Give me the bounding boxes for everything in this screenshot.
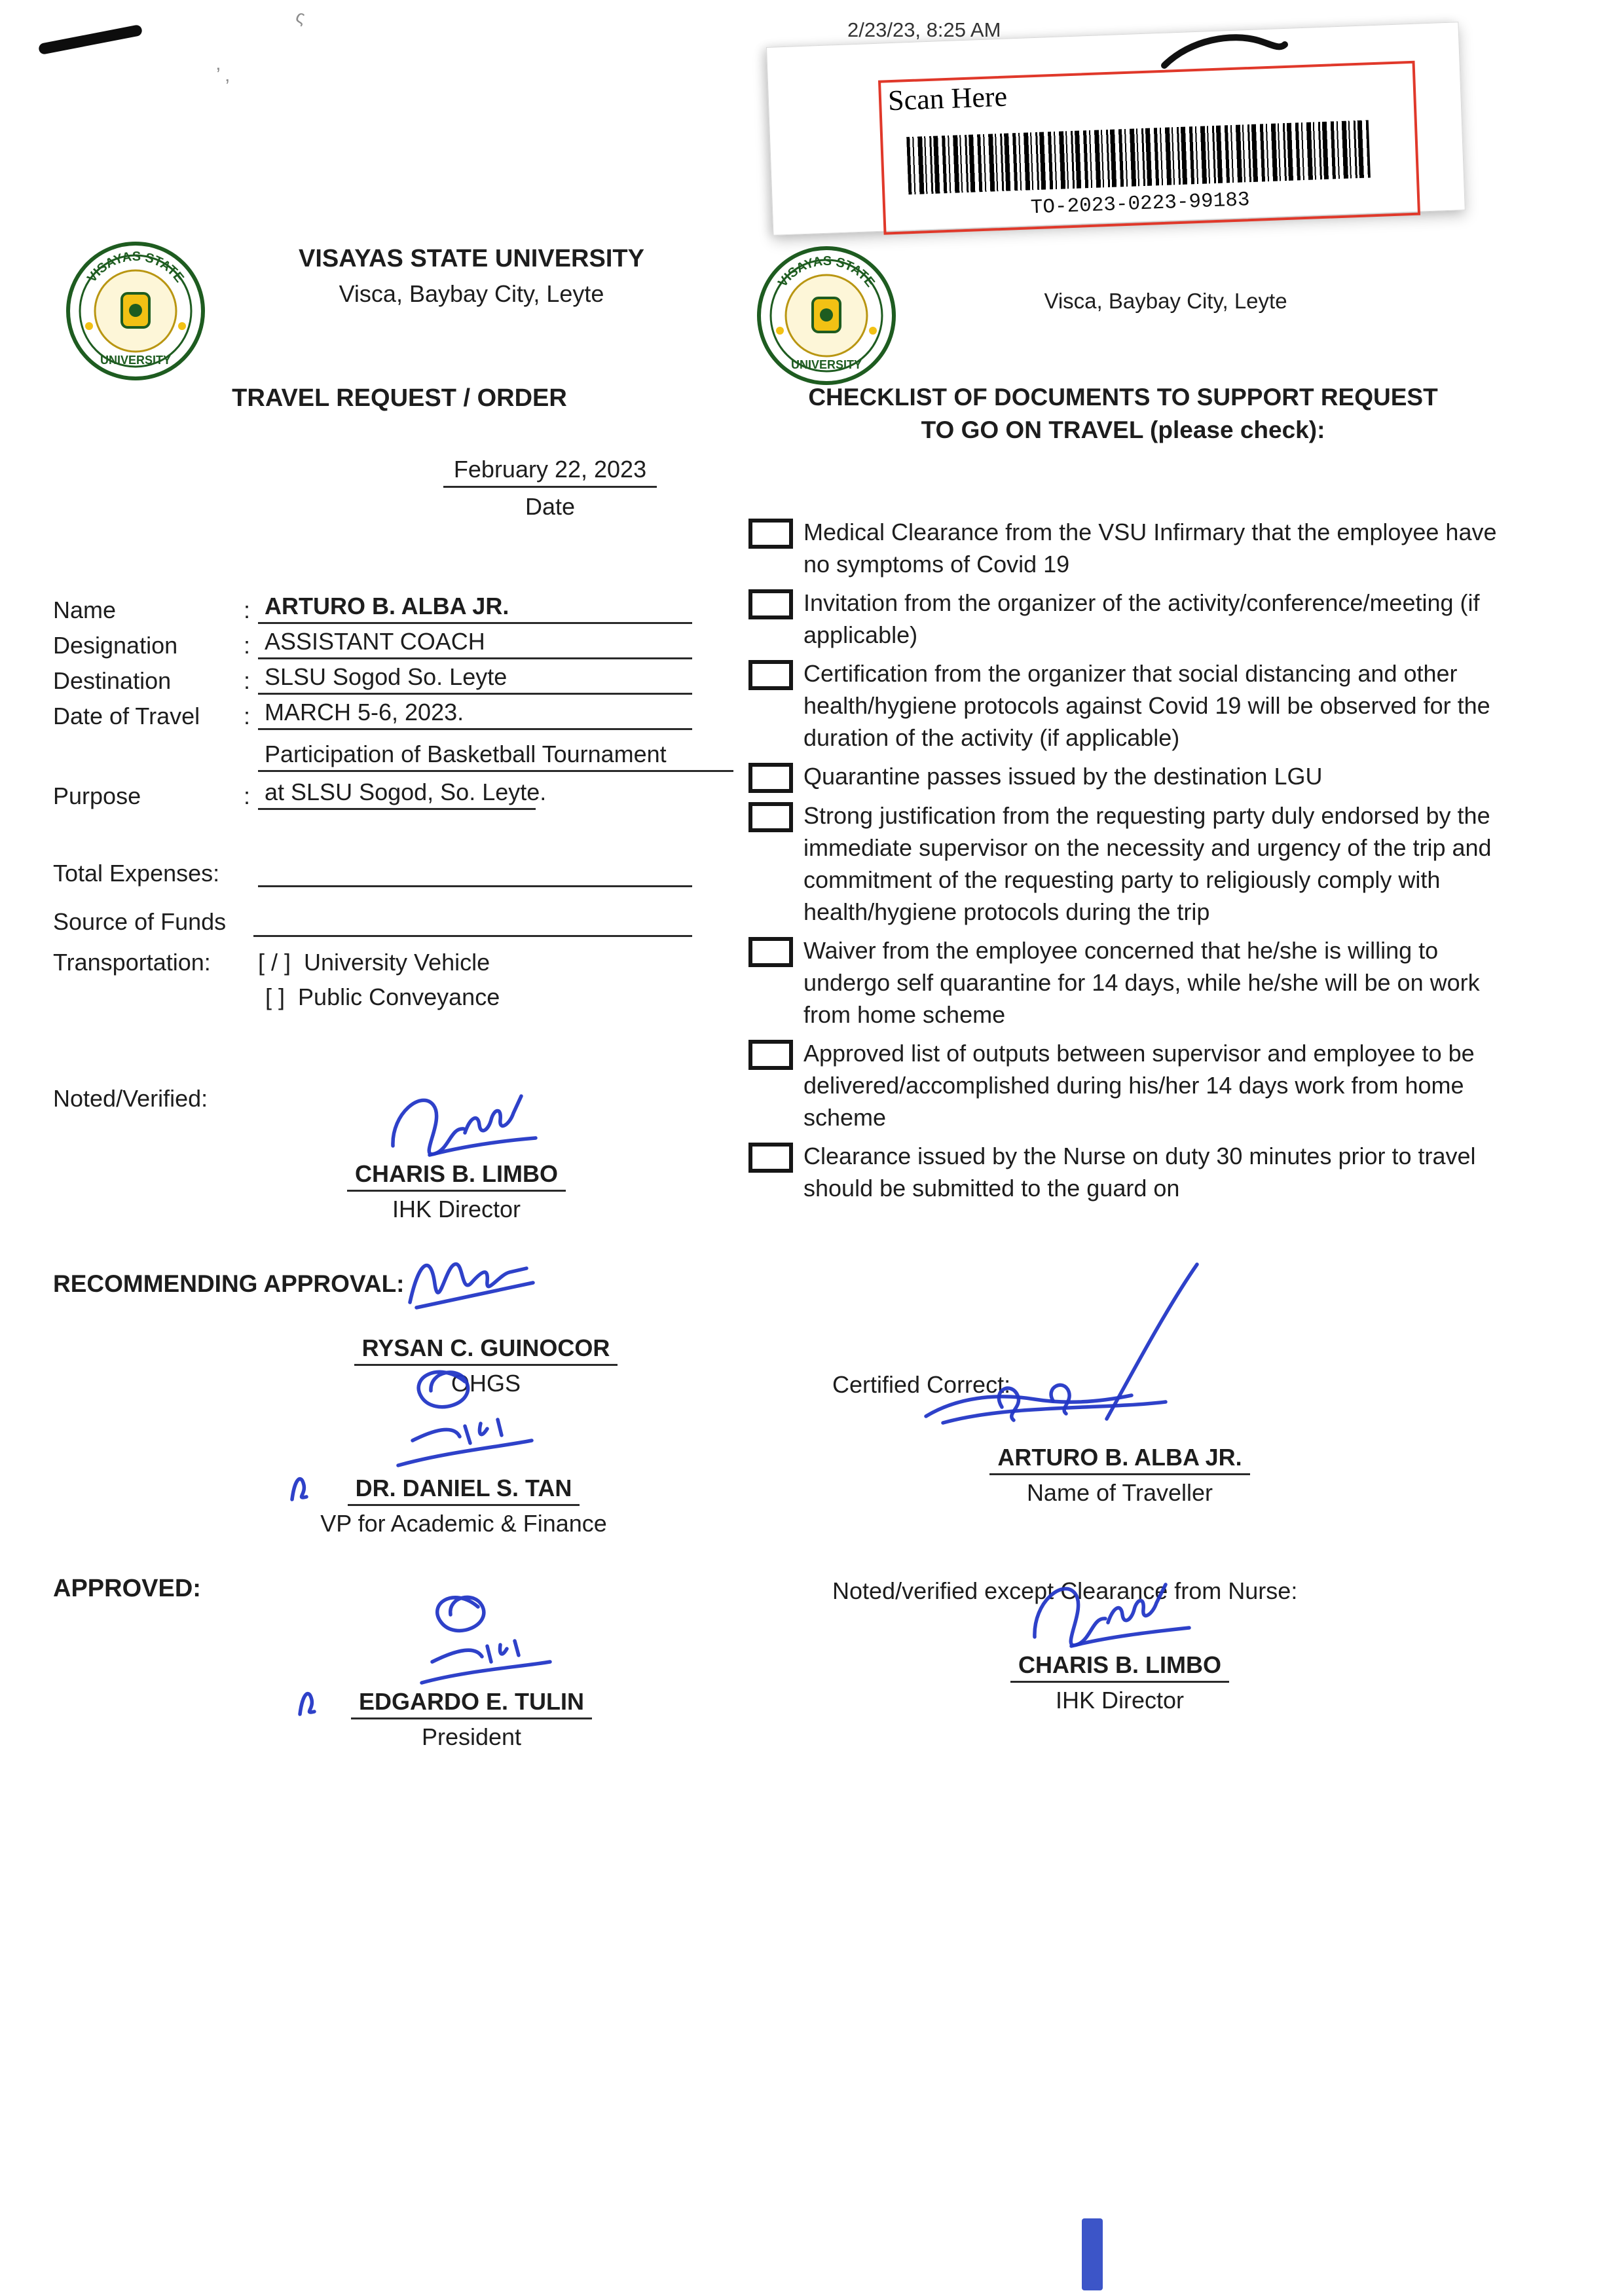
approved-title: President [421,1723,522,1750]
checkbox-icon [748,937,793,967]
checkbox-icon [748,660,793,690]
field-row-destination: Destination : SLSU Sogod So. Leyte [53,663,692,695]
checkbox-icon [748,519,793,549]
transportation-label: Transportation: [53,949,211,976]
approved-label: APPROVED: [53,1575,201,1602]
total-expenses-blank-line [258,885,692,887]
source-of-funds-label: Source of Funds [53,908,227,935]
date-value: February 22, 2023 [443,454,657,488]
checklist-item: Invitation from the organizer of the activity/conference/meeting (if applicable) [748,587,1508,651]
noted-by-name: CHARIS B. LIMBO [347,1160,566,1192]
field-row-name: Name : ARTURO B. ALBA JR. [53,593,692,624]
vsu-seal-icon [65,241,206,382]
field-value-purpose-line1: Participation of Basketball Tournament [258,741,733,772]
traveller-block [950,1444,1290,1507]
signature-charis-limbo-2 [995,1552,1218,1676]
university-name: VISAYAS STATE UNIVERSITY [299,245,644,272]
traveller-caption: Name of Traveller [1026,1479,1213,1506]
field-label: Name [53,597,117,623]
transport-checkbox-mark: [ ] [265,983,286,1010]
approved-name: EDGARDO E. TULIN [351,1688,592,1719]
initial-mark-icon [292,1679,322,1719]
checklist-item: Quarantine passes issued by the destination LGU [748,760,1508,793]
scan-artifact-speck-2: ς [293,5,308,28]
scan-artifact-speck: ’ ‚ [216,64,230,86]
noted-by-title: IHK Director [392,1196,521,1222]
initial-mark-icon [286,1465,316,1506]
checklist-noted-name: CHARIS B. LIMBO [1010,1651,1229,1683]
vsu-seal-icon [756,246,897,386]
checkbox-icon [748,802,793,832]
print-timestamp: 2/23/23, 8:25 AM [847,18,1001,41]
form-title: TRAVEL REQUEST / ORDER [232,384,567,412]
recommend2-name: DR. DANIEL S. TAN [348,1475,580,1506]
checkbox-icon [748,589,793,619]
checklist-items [748,516,1508,1211]
noted-verified-label: Noted/Verified: [53,1085,208,1112]
checkbox-icon [748,1143,793,1173]
field-value-purpose-line2: at SLSU Sogod, So. Leyte. [258,779,536,810]
field-label: Purpose [53,782,141,809]
field-label: Date of Travel [53,703,200,729]
scan-slip [766,22,1466,236]
university-address: Visca, Baybay City, Leyte [339,280,604,307]
total-expenses-label: Total Expenses: [53,860,220,887]
checklist-title-line2: TO GO ON TRAVEL (please check): [921,416,1325,443]
field-value-name: ARTURO B. ALBA JR. [258,593,692,624]
checklist-title-line1: CHECKLIST OF DOCUMENTS TO SUPPORT REQUEST [808,384,1438,411]
checklist-item: Waiver from the employee concerned that he/she is willing to undergo self quarantine for 14 days, while he/she will be on work from home scheme [748,934,1508,1031]
signature-edgardo-tulin [393,1578,563,1696]
checklist-noted-title: IHK Director [1055,1687,1185,1714]
scan-artifact-dash [38,24,143,55]
signature-daniel-tan [367,1355,550,1486]
recommend2-title: VP for Academic & Finance [320,1510,607,1537]
transport-option-public-conveyance: [ ] Public Conveyance [265,983,500,1010]
recommending-approval-label: RECOMMENDING APPROVAL: [53,1270,405,1297]
scan-slip-red-box [878,61,1420,235]
scan-artifact-blue-strip [1082,2218,1103,2290]
field-value-date-of-travel: MARCH 5-6, 2023. [258,699,692,730]
transport-checkbox-mark: [ / ] [258,949,291,976]
recommend1-name: RYSAN C. GUINOCOR [354,1334,618,1366]
barcode-text: TO-2023-0223-99183 [1030,189,1251,220]
approved-block [308,1688,635,1751]
date-block [419,454,681,521]
checklist-item: Certification from the organizer that social distancing and other health/hygiene protocols against Covid 19 will be observed for the duration of the activity (if applicable) [748,657,1508,754]
checklist-item: Approved list of outputs between supervisor and employee to be delivered/accomplished during his/her 14 days work from home scheme [748,1037,1508,1133]
signature-charis-limbo [367,1067,563,1179]
checklist-item: Clearance issued by the Nurse on duty 30 minutes prior to travel should be submitted to the guard on [748,1140,1508,1204]
field-value-designation: ASSISTANT COACH [258,628,692,659]
field-label: Designation [53,632,178,659]
checkbox-icon [748,1040,793,1070]
signature-rysan-guinocor [393,1234,550,1326]
traveller-name: ARTURO B. ALBA JR. [989,1444,1249,1475]
scan-artifact-swoosh [1159,30,1290,77]
checklist-address: Visca, Baybay City, Leyte [1044,289,1287,313]
source-of-funds-blank-line [253,935,692,937]
field-row-purpose: Purpose : Participation of Basketball Tournament at SLSU Sogod, So. Leyte. [53,741,733,810]
recommend1-title: OHGS [451,1370,521,1397]
checkbox-icon [748,763,793,793]
certified-correct-label: Certified Correct: [832,1371,1011,1398]
field-label: Destination [53,667,172,694]
checklist-item: Strong justification from the requesting party duly endorsed by the immediate supervisor on the necessity and urgency of the trip and commitment of the requesting party to religiously comply with health/hygiene protocols during the trip [748,799,1508,928]
barcode [906,120,1371,194]
scan-here-label: Scan Here [887,80,1008,117]
field-value-destination: SLSU Sogod So. Leyte [258,663,692,695]
field-row-designation: Designation : ASSISTANT COACH [53,628,692,659]
transport-option-university-vehicle: [ / ] University Vehicle [258,949,490,976]
signature-arturo-alba [904,1247,1211,1444]
noted-except-nurse-label: Noted/verified except Clearance from Nurse: [832,1577,1298,1604]
date-caption: Date [525,493,576,520]
checklist-item: Medical Clearance from the VSU Infirmary that the employee have no symptoms of Covid 19 [748,516,1508,580]
field-row-date-of-travel: Date of Travel : MARCH 5-6, 2023. [53,699,692,730]
